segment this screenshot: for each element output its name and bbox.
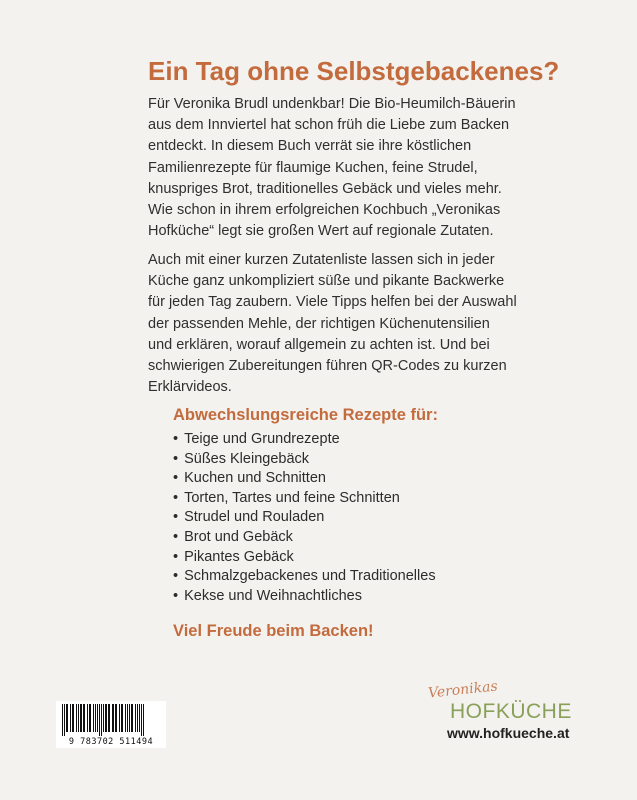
paragraph-2-line: Erklärvideos. <box>148 379 232 396</box>
paragraph-1-line: Hofküche“ legt sie großen Wert auf regionale Zutaten. <box>148 223 494 240</box>
list-item: • Pikantes Gebäck <box>173 548 436 568</box>
barcode-bar <box>131 704 133 732</box>
paragraph-1-line: entdeckt. In diesem Buch verrät sie ihre köstlichen <box>148 138 472 155</box>
list-item: • Teige und Grundrezepte <box>173 430 436 450</box>
barcode-bar <box>115 704 117 732</box>
paragraph-2-line: der passenden Mehle, der richtigen Küchenutensilien <box>148 315 490 332</box>
barcode-bar <box>62 704 63 736</box>
website-url: www.hofkueche.at <box>447 725 570 741</box>
barcode-bar <box>103 704 104 732</box>
closing-line: Viel Freude beim Backen! <box>173 622 374 640</box>
paragraph-1-line: aus dem Innviertel hat schon früh die Liebe zum Backen <box>148 117 510 134</box>
barcode-bar <box>70 704 71 732</box>
paragraph-2-line: Auch mit einer kurzen Zutatenliste lassen sich in jeder <box>148 252 495 268</box>
barcode-bar <box>87 704 88 732</box>
barcode-bar <box>95 704 96 732</box>
barcode-bar <box>64 704 65 736</box>
paragraph-2-line: und erklären, worauf allgemein zu achten ist. Und bei <box>148 336 490 353</box>
paragraph-1-line: Familienrezepte für flaumige Kuchen, feine Strudel, <box>148 159 478 176</box>
list-item: • Schmalzgebackenes und Traditionelles <box>173 567 436 587</box>
logo-script-text: Veronikas <box>427 678 499 702</box>
list-item: • Kekse und Weihnachtliches <box>173 587 436 607</box>
barcode-bar <box>112 704 114 732</box>
barcode-bar <box>141 704 142 736</box>
barcode-bar <box>108 704 110 732</box>
barcode-bar <box>129 704 130 732</box>
barcode-bar <box>66 704 68 732</box>
barcode-bar <box>97 704 98 732</box>
paragraph-2-line: Küche ganz unkompliziert süße und pikante Backwerke <box>148 273 505 290</box>
paragraph-1-line: Für Veronika Brudl undenkbar! Die Bio-Heumilch-Bäuerin <box>148 96 516 112</box>
paragraph-2-line: für jeden Tag zaubern. Viele Tipps helfen bei der Auswahl <box>148 294 517 311</box>
barcode-bar <box>80 704 82 732</box>
paragraph-2-line: schwierigen Zubereitungen führen QR-Codes zu kurzen <box>148 358 507 375</box>
barcode-bar <box>99 704 100 736</box>
barcode-bar <box>93 704 94 732</box>
barcode-bar <box>137 704 138 732</box>
barcode <box>56 701 166 748</box>
paragraph-1-line: Wie schon in ihrem erfolgreichen Kochbuch „Veronikas <box>148 202 501 219</box>
page-title: Ein Tag ohne Selbstgebackenes? <box>148 56 560 86</box>
recipes-heading: Abwechslungsreiche Rezepte für: <box>173 406 438 424</box>
description-paragraph-2 <box>148 250 517 398</box>
barcode-bar <box>121 704 123 732</box>
list-item: • Süßes Kleingebäck <box>173 450 436 470</box>
description-paragraph-1 <box>148 94 516 242</box>
barcode-bar <box>125 704 126 732</box>
barcode-bar <box>83 704 85 732</box>
barcode-bar <box>72 704 74 732</box>
barcode-bar <box>135 704 136 732</box>
barcode-bar <box>78 704 79 732</box>
barcode-bar <box>127 704 128 732</box>
list-item: • Torten, Tartes und feine Schnitten <box>173 489 436 509</box>
barcode-bar <box>89 704 91 732</box>
recipe-list <box>173 430 436 606</box>
barcode-digits: 9 783702 511494 <box>68 737 154 747</box>
barcode-bar <box>105 704 107 732</box>
list-item: • Brot und Gebäck <box>173 528 436 548</box>
paragraph-1-line: knuspriges Brot, traditionelles Gebäck und vieles mehr. <box>148 180 502 197</box>
logo-wordmark: HOFKÜCHE <box>450 700 572 723</box>
barcode-bar <box>143 704 144 736</box>
barcode-bar <box>76 704 77 732</box>
barcode-bar <box>139 704 140 732</box>
list-item: • Kuchen und Schnitten <box>173 469 436 489</box>
barcode-bars <box>60 704 162 736</box>
barcode-bar <box>101 704 102 736</box>
barcode-bar <box>119 704 120 732</box>
list-item: • Strudel und Rouladen <box>173 508 436 528</box>
